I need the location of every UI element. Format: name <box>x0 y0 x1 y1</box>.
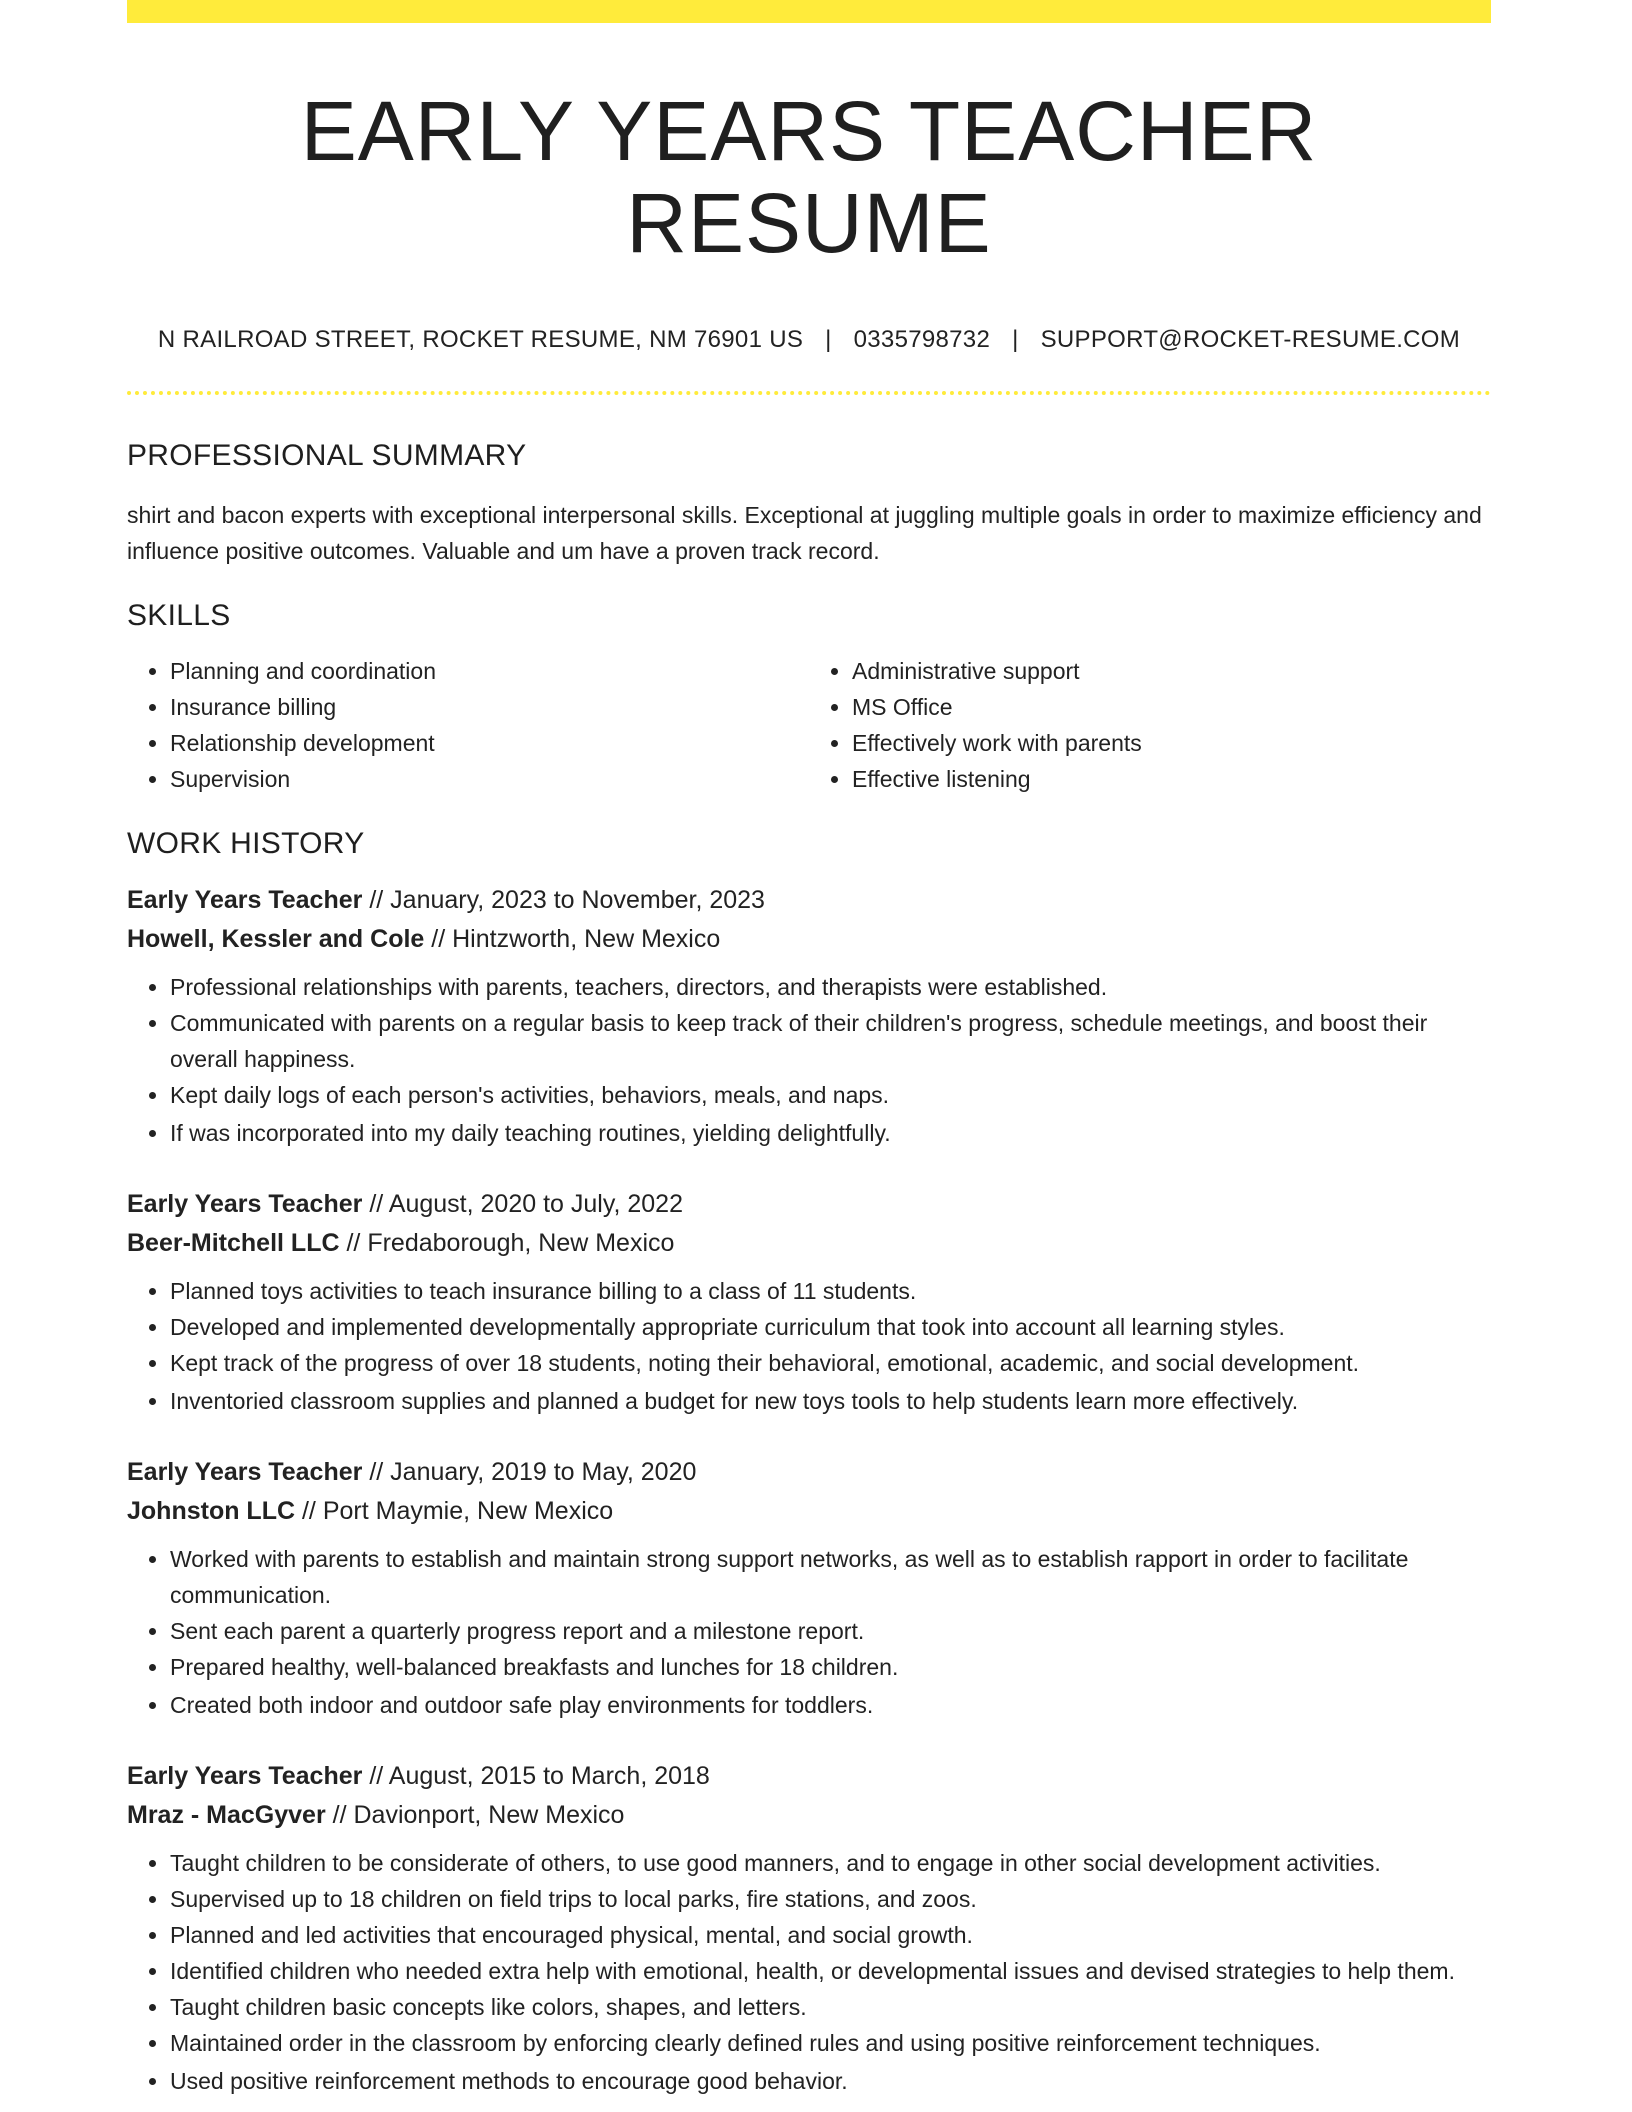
job-bullet: • Used positive reinforcement methods to encourage good behavior. <box>170 2063 1491 2099</box>
job-location: Davionport, New Mexico <box>353 1800 625 1829</box>
job-bullet: • Prepared healthy, well-balanced breakfasts and lunches for 18 children. <box>170 1649 1491 1685</box>
skills-column-right <box>809 653 1491 797</box>
job-location: Hintzworth, New Mexico <box>452 924 721 953</box>
skills-list <box>127 653 1491 797</box>
job-company-line <box>127 920 1491 959</box>
skill-item: • Relationship development <box>170 725 809 761</box>
job-role-line <box>127 881 1491 920</box>
job-bullet: • Taught children basic concepts like colors, shapes, and letters. <box>170 1989 1491 2025</box>
job-bullet: • Inventoried classroom supplies and planned a budget for new toys tools to help students learn more effectively. <box>170 1383 1491 1419</box>
skill-item: • Administrative support <box>852 653 1491 689</box>
skill-item: • Planning and coordination <box>170 653 809 689</box>
job-bullets <box>127 1845 1491 2099</box>
job-company-line <box>127 1224 1491 1263</box>
job-dates: January, 2019 to May, 2020 <box>390 1457 697 1486</box>
job-entry <box>127 1453 1491 1723</box>
separator: // <box>424 924 453 953</box>
job-bullet: • Kept track of the progress of over 18 students, noting their behavioral, emotional, academic, and social development. <box>170 1345 1491 1381</box>
address: N RAILROAD STREET, ROCKET RESUME, NM 76901 US <box>157 325 804 353</box>
separator: // <box>362 885 391 914</box>
skill-item: • Effective listening <box>852 761 1491 797</box>
summary-heading: PROFESSIONAL SUMMARY <box>127 438 527 472</box>
job-company-line <box>127 1492 1491 1531</box>
separator: | <box>825 325 832 353</box>
phone: 0335798732 <box>853 325 991 353</box>
job-company-line <box>127 1796 1491 1835</box>
accent-bar <box>127 0 1491 23</box>
separator: // <box>362 1189 389 1218</box>
summary-text: shirt and bacon experts with exceptional interpersonal skills. Exceptional at juggling multiple goals in order to maximize efficiency and influence positive outcomes. Valuable and um have a proven track record. <box>127 501 1482 564</box>
job-role: Early Years Teacher <box>127 1761 363 1790</box>
job-entry <box>127 1757 1491 2099</box>
job-bullets <box>127 1273 1491 1419</box>
job-entry <box>127 1185 1491 1419</box>
separator: | <box>1012 325 1019 353</box>
job-bullet: • If was incorporated into my daily teaching routines, yielding delightfully. <box>170 1115 1491 1151</box>
job-bullet: • Planned toys activities to teach insurance billing to a class of 11 students. <box>170 1273 1491 1309</box>
job-bullet: • Supervised up to 18 children on field trips to local parks, fire stations, and zoos. <box>170 1881 1491 1917</box>
job-company: Howell, Kessler and Cole <box>127 924 425 953</box>
separator: // <box>295 1496 323 1525</box>
separator: // <box>362 1457 391 1486</box>
job-bullet: • Maintained order in the classroom by enforcing clearly defined rules and using positive reinforcement techniques. <box>170 2025 1491 2061</box>
job-bullet: • Identified children who needed extra help with emotional, health, or developmental issues and devised strategies to help them. <box>170 1953 1491 1989</box>
separator: // <box>339 1228 368 1257</box>
skill-item: • MS Office <box>852 689 1491 725</box>
job-dates: August, 2015 to March, 2018 <box>388 1761 710 1790</box>
resume-page <box>127 0 1491 2099</box>
skills-heading: SKILLS <box>127 598 231 632</box>
contact-line <box>127 326 1491 354</box>
job-location: Fredaborough, New Mexico <box>367 1228 675 1257</box>
job-company: Mraz - MacGyver <box>127 1800 326 1829</box>
job-role: Early Years Teacher <box>127 885 363 914</box>
separator: // <box>362 1761 389 1790</box>
job-bullet: • Communicated with parents on a regular basis to keep track of their children's progress, schedule meetings, and boost their overall happiness. <box>170 1005 1491 1077</box>
job-role: Early Years Teacher <box>127 1189 363 1218</box>
job-company: Johnston LLC <box>127 1496 296 1525</box>
job-bullet: • Kept daily logs of each person's activities, behaviors, meals, and naps. <box>170 1077 1491 1113</box>
job-dates: August, 2020 to July, 2022 <box>388 1189 683 1218</box>
job-bullets <box>127 969 1491 1151</box>
job-dates: January, 2023 to November, 2023 <box>390 885 765 914</box>
job-bullet: • Planned and led activities that encouraged physical, mental, and social growth. <box>170 1917 1491 1953</box>
job-role: Early Years Teacher <box>127 1457 363 1486</box>
job-bullet: • Created both indoor and outdoor safe play environments for toddlers. <box>170 1687 1491 1723</box>
job-bullet: • Developed and implemented developmentally appropriate curriculum that took into account all learning styles. <box>170 1309 1491 1345</box>
email: SUPPORT@ROCKET-RESUME.COM <box>1040 325 1461 353</box>
skills-column-left <box>127 653 809 797</box>
job-bullet: • Professional relationships with parents, teachers, directors, and therapists were established. <box>170 969 1491 1005</box>
dotted-divider <box>127 391 1491 395</box>
job-bullet: • Worked with parents to establish and maintain strong support networks, as well as to establish rapport in order to facilitate communication. <box>170 1541 1491 1613</box>
job-role-line <box>127 1757 1491 1796</box>
work-history-heading: WORK HISTORY <box>127 826 365 860</box>
job-bullet: • Sent each parent a quarterly progress report and a milestone report. <box>170 1613 1491 1649</box>
job-location: Port Maymie, New Mexico <box>322 1496 614 1525</box>
skill-item: • Supervision <box>170 761 809 797</box>
job-entry <box>127 881 1491 1151</box>
job-bullets <box>127 1541 1491 1723</box>
job-bullet: • Taught children to be considerate of others, to use good manners, and to engage in other social development activities. <box>170 1845 1491 1881</box>
resume-title: EARLY YEARS TEACHER RESUME <box>300 84 1318 271</box>
skill-item: • Effectively work with parents <box>852 725 1491 761</box>
job-company: Beer-Mitchell LLC <box>127 1228 340 1257</box>
job-role-line <box>127 1453 1491 1492</box>
skill-item: • Insurance billing <box>170 689 809 725</box>
separator: // <box>325 1800 354 1829</box>
job-role-line <box>127 1185 1491 1224</box>
